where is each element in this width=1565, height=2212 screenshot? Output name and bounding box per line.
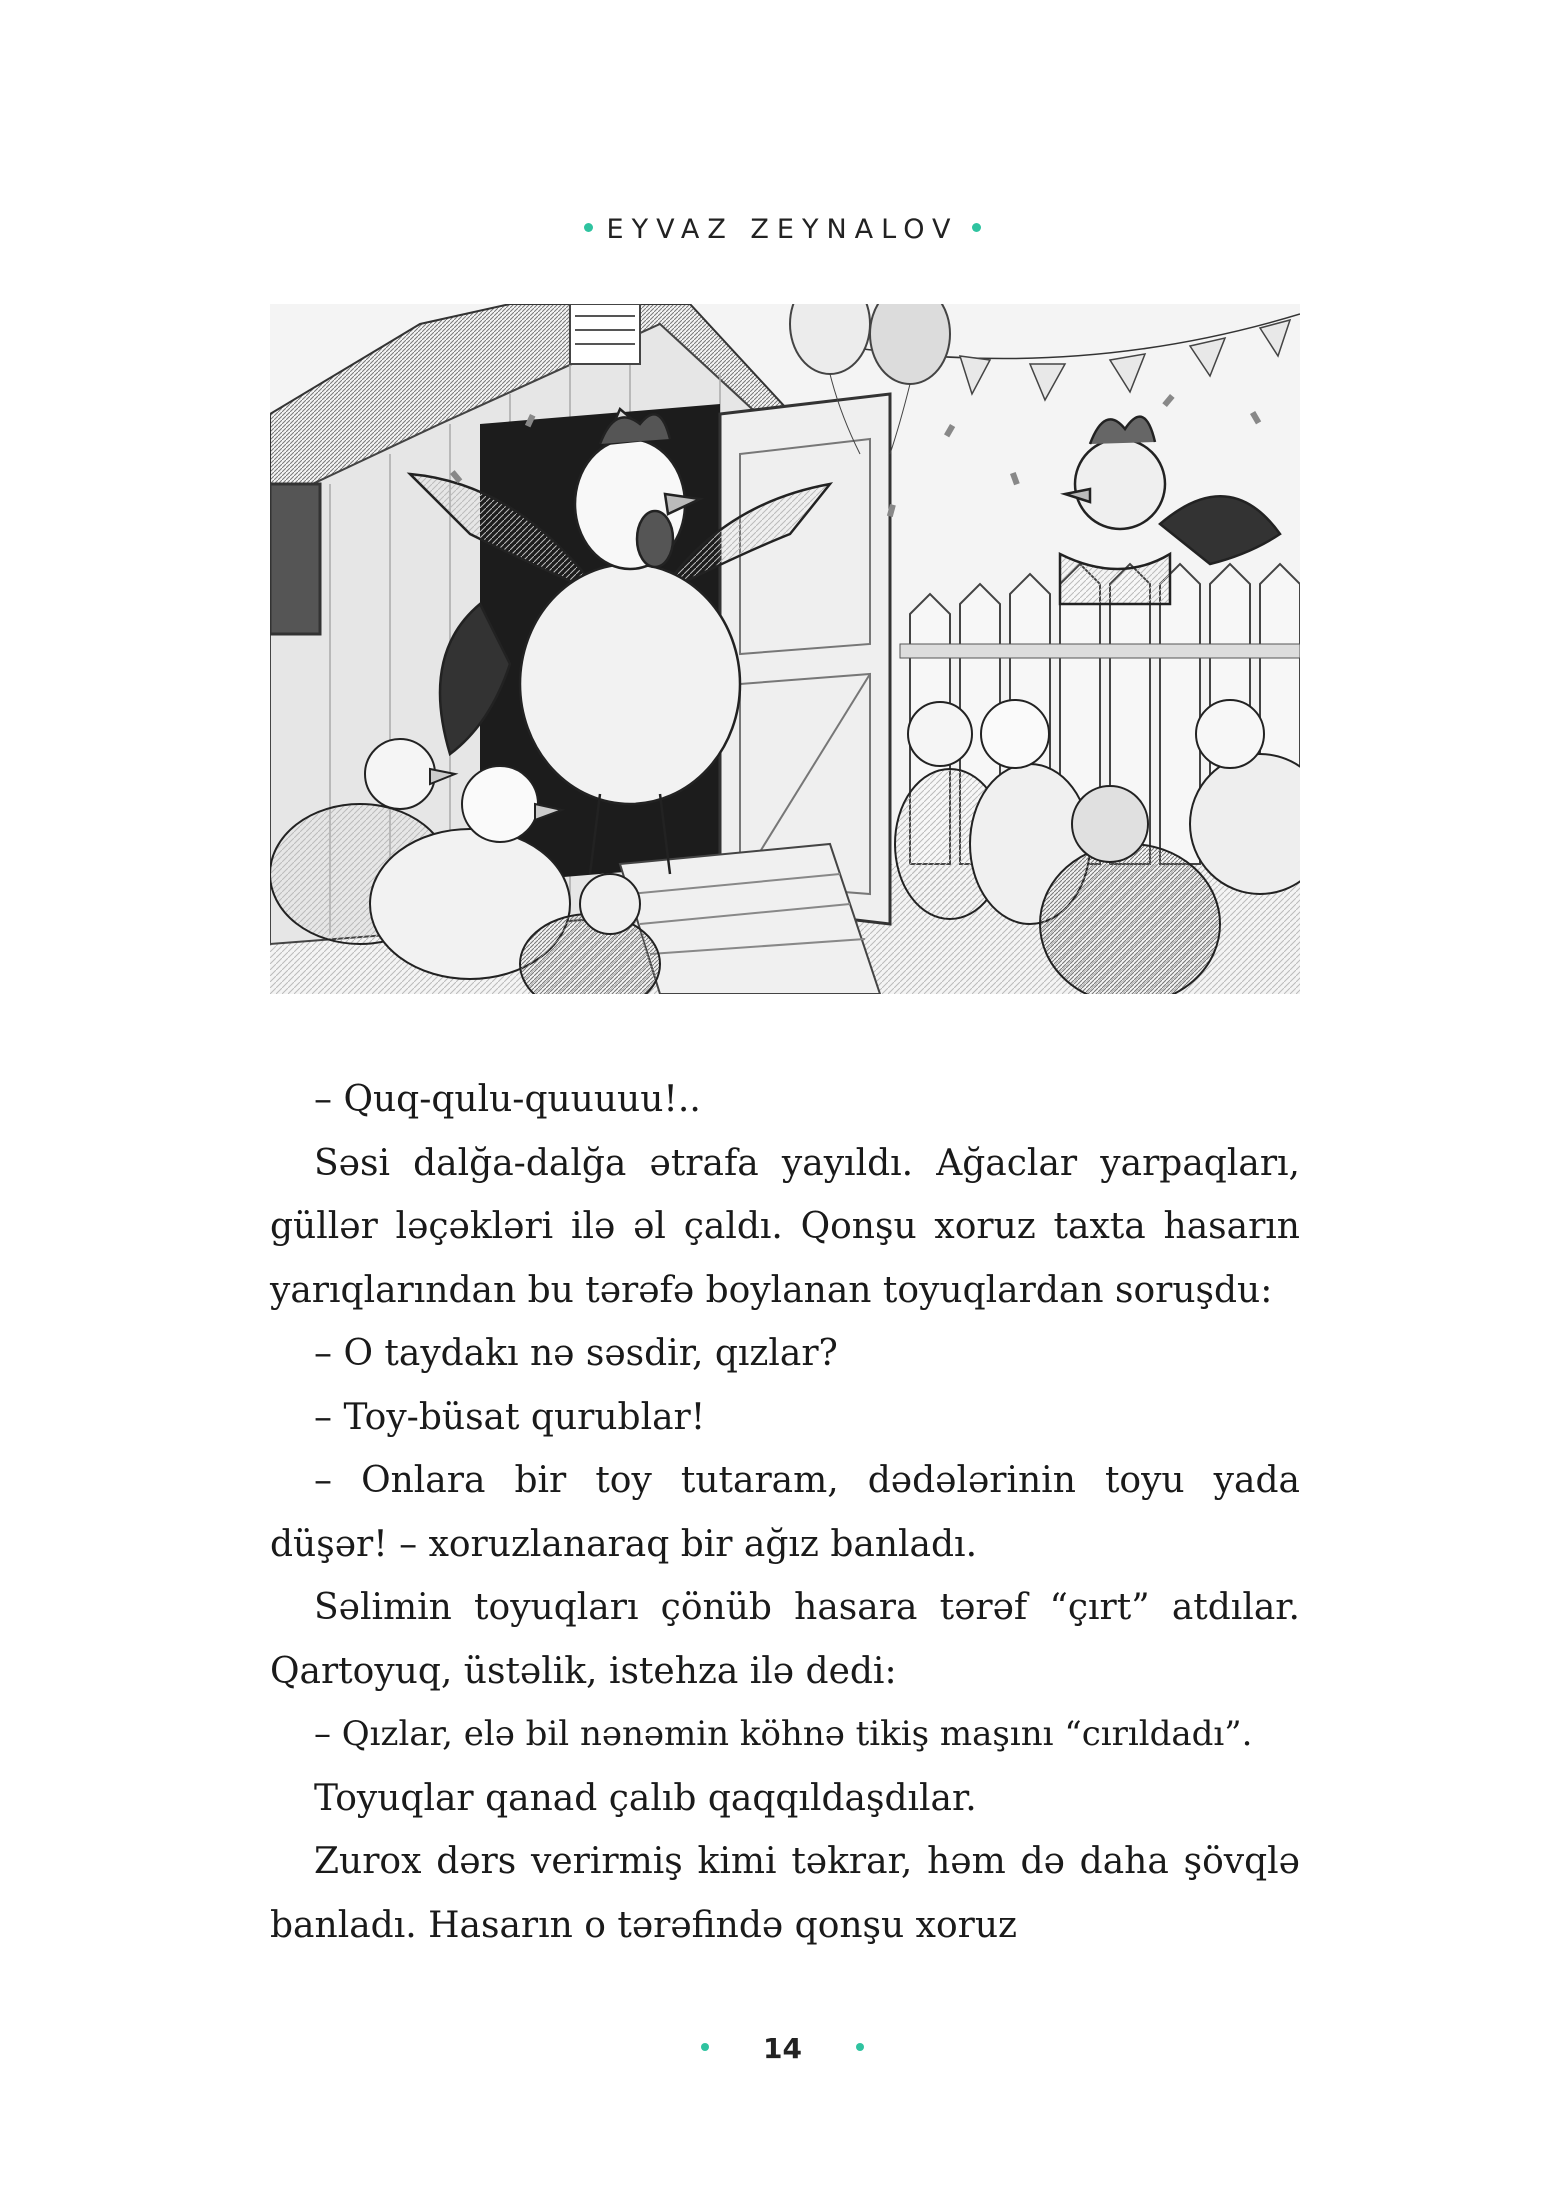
text-line-9: Zurox dərs verirmiş kimi təkrar, həm də daha şövqlə banladı. Hasarın o tərəfində qonşu xoruz (270, 1841, 1300, 1946)
bullet-dot-left (584, 223, 593, 232)
text-line-2: Səsi dalğa-dalğa ətrafa yayıldı. Ağaclar yarpaqları, güllər ləçəkləri ilə əl çaldı. Qonşu xoruz taxta hasarın yarıqlarından bu tərəfə boylanan toyuqlardan soruşdu: (270, 1142, 1300, 1311)
text-line-4: – Toy-büsat qurublar! (314, 1396, 706, 1438)
page-number: 14 (763, 2032, 802, 2065)
folio-dot-left (701, 2043, 709, 2051)
text-line-5: – Onlara bir toy tutaram, dədələrinin toyu yada düşər! – xoruzlanaraq bir ağız banladı. (270, 1460, 1300, 1565)
illustration (270, 304, 1300, 994)
author-name: EYVAZ ZEYNALOV (606, 214, 959, 245)
chicken-coop-sketch (270, 304, 1300, 994)
folio-dot-right (856, 2043, 864, 2051)
folio (0, 2032, 1565, 2065)
text-line-3: – O taydakı nə səsdir, qızlar? (314, 1333, 838, 1374)
bullet-dot-right (972, 223, 981, 232)
body-text (270, 1068, 1300, 1957)
text-line-6: Səlimin toyuqları çönüb hasara tərəf “çırt” atdılar. Qartoyuq, üstəlik, istehza ilə dedi: (270, 1587, 1300, 1692)
text-line-8: Toyuqlar qanad çalıb qaqqıldaşdılar. (314, 1777, 977, 1819)
running-head (0, 214, 1565, 245)
text-line-7: – Qızlar, elə bil nənəmin köhnə tikiş maşını “cırıldadı”. (314, 1714, 1253, 1754)
text-line-1: – Quq-qulu-quuuuu!.. (314, 1079, 701, 1120)
